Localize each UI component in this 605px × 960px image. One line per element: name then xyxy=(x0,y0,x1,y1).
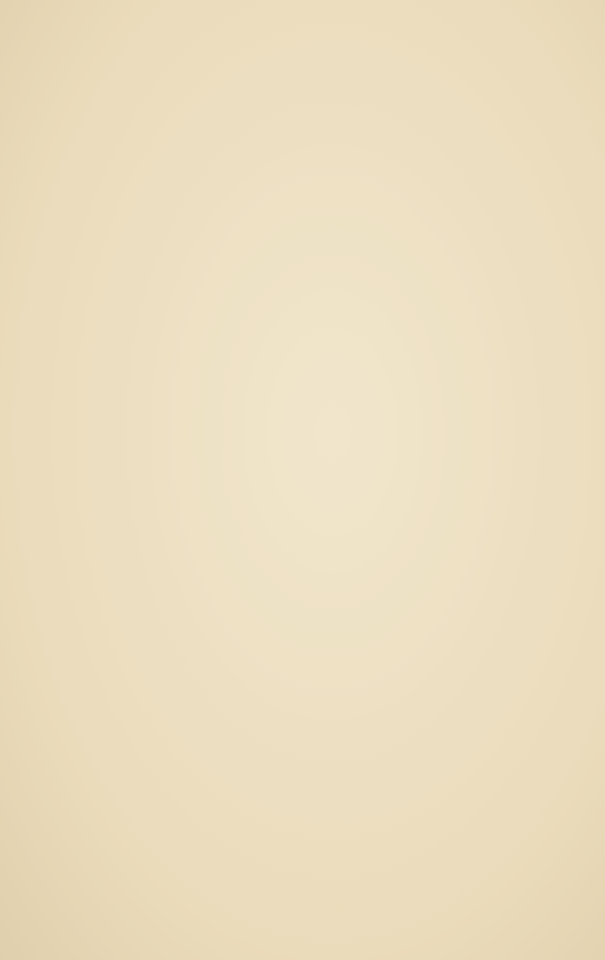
section-heading xyxy=(70,70,558,114)
text-block xyxy=(70,70,558,114)
